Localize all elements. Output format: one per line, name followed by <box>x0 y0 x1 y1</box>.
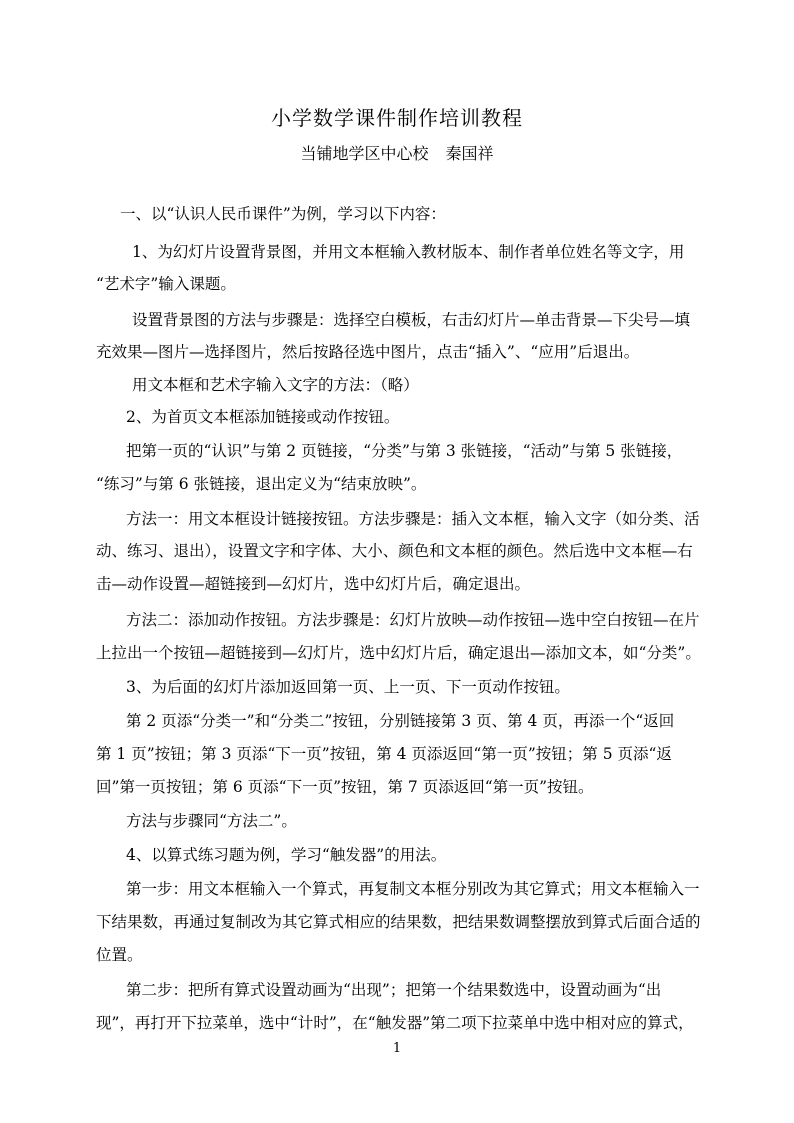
text-line: 充效果—图片—选择图片，然后按路径选中图片，点击“插入”、“应用”后退出。 <box>96 343 640 361</box>
text-line: 第 2 页添“分类一”和“分类二”按钮，分别链接第 3 页、第 4 页，再添一个“返回 <box>126 712 675 730</box>
text-line: 方法与步骤同“方法二”。 <box>126 812 297 830</box>
document-title: 小学数学课件制作培训教程 <box>271 106 523 130</box>
text-line: 把第一页的“认识”与第 2 页链接，“分类”与第 3 张链接，“活动”与第 5 张链接， <box>126 442 683 460</box>
text-line: “练习”与第 6 张链接，退出定义为“结束放映”。 <box>96 475 427 493</box>
text-line: 设置背景图的方法与步骤是：选择空白模板，右击幻灯片—单击背景—下尖号—填 <box>132 311 691 329</box>
text-line: 动、练习、退出），设置文字和字体、大小、颜色和文本框的颜色。然后选中文本框—右 <box>96 542 693 560</box>
text-line: 4、以算式练习题为例，学习“触发器”的用法。 <box>126 846 447 864</box>
text-line: 方法一：用文本框设计链接按钮。方法步骤是：插入文本框，输入文字（如分类、活 <box>126 510 700 528</box>
text-line: 现”，再打开下拉菜单，选中“计时”，在“触发器”第二项下拉菜单中选中相对应的算式， <box>96 1014 694 1032</box>
text-line: 3、为后面的幻灯片添加返回第一页、上一页、下一页动作按钮。 <box>126 678 570 696</box>
text-line: 击—动作设置—超链接到—幻灯片，选中幻灯片后，确定退出。 <box>96 575 531 593</box>
text-line: 上拉出一个按钮—超链接到—幻灯片，选中幻灯片后，确定退出—添加文本，如“分类”。 <box>96 644 701 662</box>
text-line: 第二步：把所有算式设置动画为“出现”；把第一个结果数选中，设置动画为“出 <box>126 981 662 999</box>
text-line: 下结果数，再通过复制改为其它算式相应的结果数，把结果数调整摆放到算式后面合适的 <box>96 913 701 931</box>
text-line: 位置。 <box>96 946 143 964</box>
text-line: 回”第一页按钮；第 6 页添“下一页”按钮，第 7 页添返回“第一页”按钮。 <box>96 778 594 796</box>
text-line: 第一步：用文本框输入一个算式，再复制文本框分别改为其它算式；用文本框输入一 <box>126 880 700 898</box>
page-number: 1 <box>392 1041 402 1056</box>
text-line: 2、为首页文本框添加链接或动作按钮。 <box>126 408 400 426</box>
author-school: 当铺地学区中心校 <box>300 144 429 163</box>
author-line <box>0 141 794 164</box>
text-line: “艺术字”输入课题。 <box>96 275 236 293</box>
text-line: 第 1 页”按钮；第 3 页添“下一页”按钮，第 4 页添返回“第一页”按钮；第 5 页添“返 <box>96 745 672 763</box>
text-line: 一、以“认识人民币课件”为例，学习以下内容： <box>120 205 446 223</box>
author-name: 秦国祥 <box>445 144 494 163</box>
text-line: 用文本框和艺术字输入文字的方法：（略） <box>132 376 419 394</box>
text-line: 1、为幻灯片设置背景图，并用文本框输入教材版本、制作者单位姓名等文字，用 <box>132 243 685 261</box>
text-line: 方法二：添加动作按钮。方法步骤是：幻灯片放映—动作按钮—选中空白按钮—在片 <box>126 611 700 629</box>
